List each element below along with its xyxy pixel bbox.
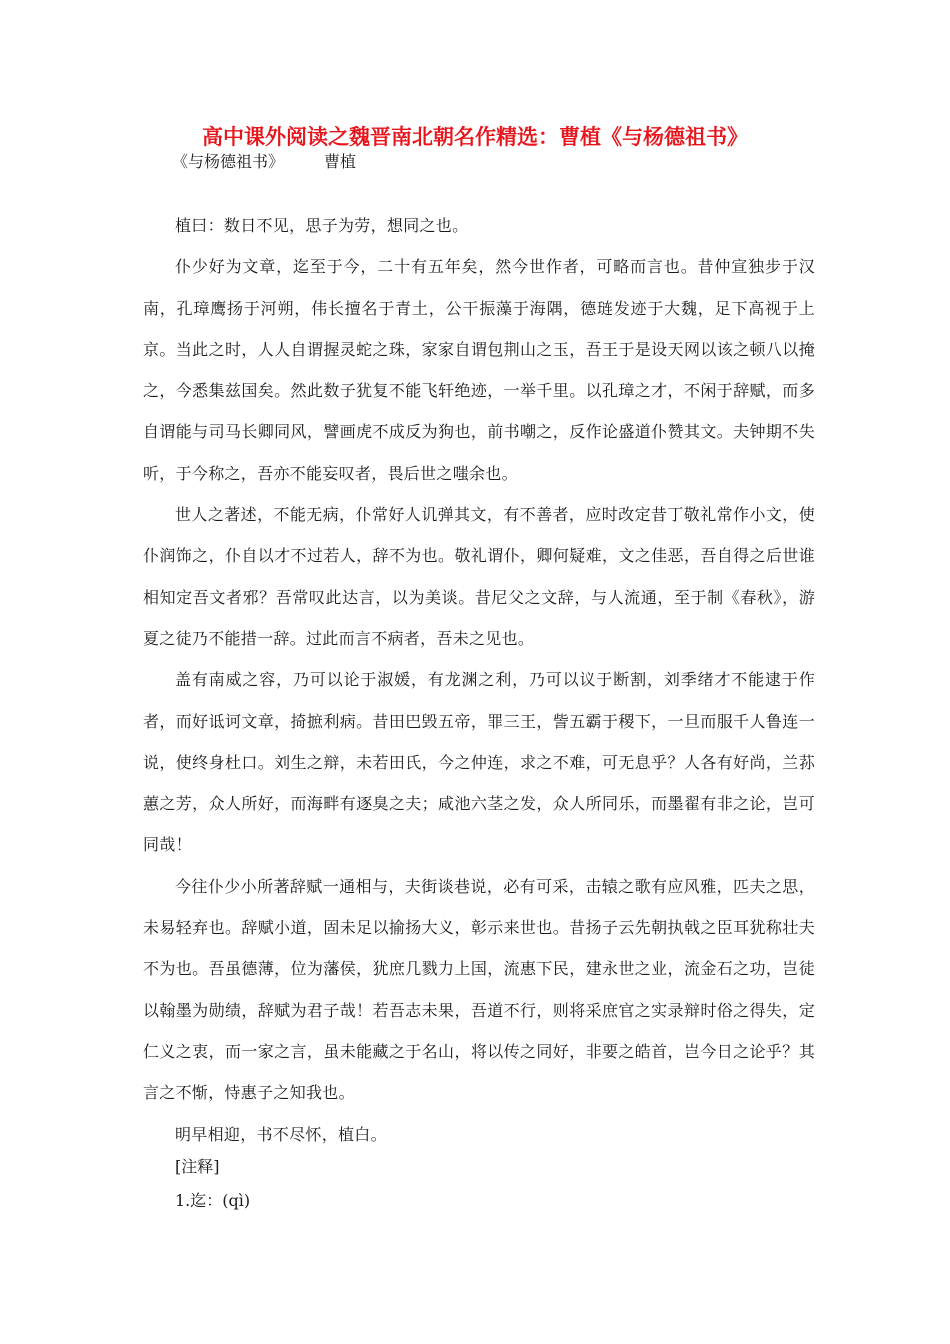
- paragraph: 盖有南威之容，乃可以论于淑媛，有龙渊之利，乃可以议于断割，刘季绪才不能逮于作者，而好诋诃文章，掎摭利病。昔田巴毁五帝，罪三王，訾五霸于稷下，一旦而服千人鲁连一说，使终身杜口。刘生之辩，未若田氏，今之仲连，求之不难，可无息乎？人各有好尚，兰荪蕙之芳，众人所好，而海畔有逐臭之夫；咸池六茎之发，众人所同乐，而墨翟有非之论，岂可同哉！: [143, 670, 815, 855]
- work-title: 《与杨德祖书》: [172, 152, 285, 171]
- notes-heading: [注释]: [175, 1157, 220, 1176]
- paragraph: 仆少好为文章，迄至于今，二十有五年矣，然今世作者，可略而言也。昔仲宣独步于汉南，孔璋鹰扬于河朔，伟长擅名于青土，公干振藻于海隅，德琏发迹于大魏，足下高视于上京。当此之时，人人自谓握灵蛇之珠，家家自谓包荆山之玉，吾王于是设天网以该之顿八以掩之，今悉集兹国矣。然此数子犹复不能飞轩绝迹，一举千里。以孔璋之才，不闲于辞赋，而多自谓能与司马长卿同风，譬画虎不成反为狗也，前书嘲之，反作论盛道仆赞其文。夫钟期不失听，于今称之，吾亦不能妄叹者，畏后世之嗤余也。: [143, 257, 815, 483]
- notes-section: [175, 1150, 250, 1218]
- paragraph: 今往仆少小所著辞赋一通相与，夫街谈巷说，必有可采，击辕之歌有应风雅，匹夫之思，未易轻弃也。辞赋小道，固未足以揄扬大义，彰示来世也。昔扬子云先朝执戟之臣耳犹称壮夫不为也。吾虽德薄，位为藩侯，犹庶几戮力上国，流惠下民，建永世之业，流金石之功，岂徒以翰墨为勋绩，辞赋为君子哉！若吾志未果，吾道不行，则将采庶官之实录辩时俗之得失，定仁义之衷，而一家之言，虽未能藏之于名山，将以传之同好，非要之皓首，岂今日之论乎？其言之不惭，恃惠子之知我也。: [143, 876, 815, 1103]
- paragraph: 世人之著述，不能无病，仆常好人讥弹其文，有不善者，应时改定昔丁敬礼常作小文，使仆润饰之，仆自以才不过若人，辞不为也。敬礼谓仆，卿何疑难，文之佳恶，吾自得之后世谁相知定吾文者邪？吾常叹此达言，以为美谈。昔尼父之文辞，与人流通，至于制《春秋》，游夏之徒乃不能措一辞。过此而言不病者，吾未之见也。: [143, 505, 815, 648]
- document-subtitle: [172, 150, 356, 174]
- paragraph: 植曰：数日不见，思子为劳，想同之也。: [175, 216, 469, 235]
- paragraph: 明早相迎，书不尽怀，植白。: [175, 1124, 387, 1144]
- letter-body: [143, 205, 815, 1155]
- note-item: 1.迄：(qì): [175, 1191, 251, 1210]
- document-title: 高中课外阅读之魏晋南北朝名作精选：曹植《与杨德祖书》: [202, 125, 748, 149]
- author-name: 曹植: [324, 152, 357, 171]
